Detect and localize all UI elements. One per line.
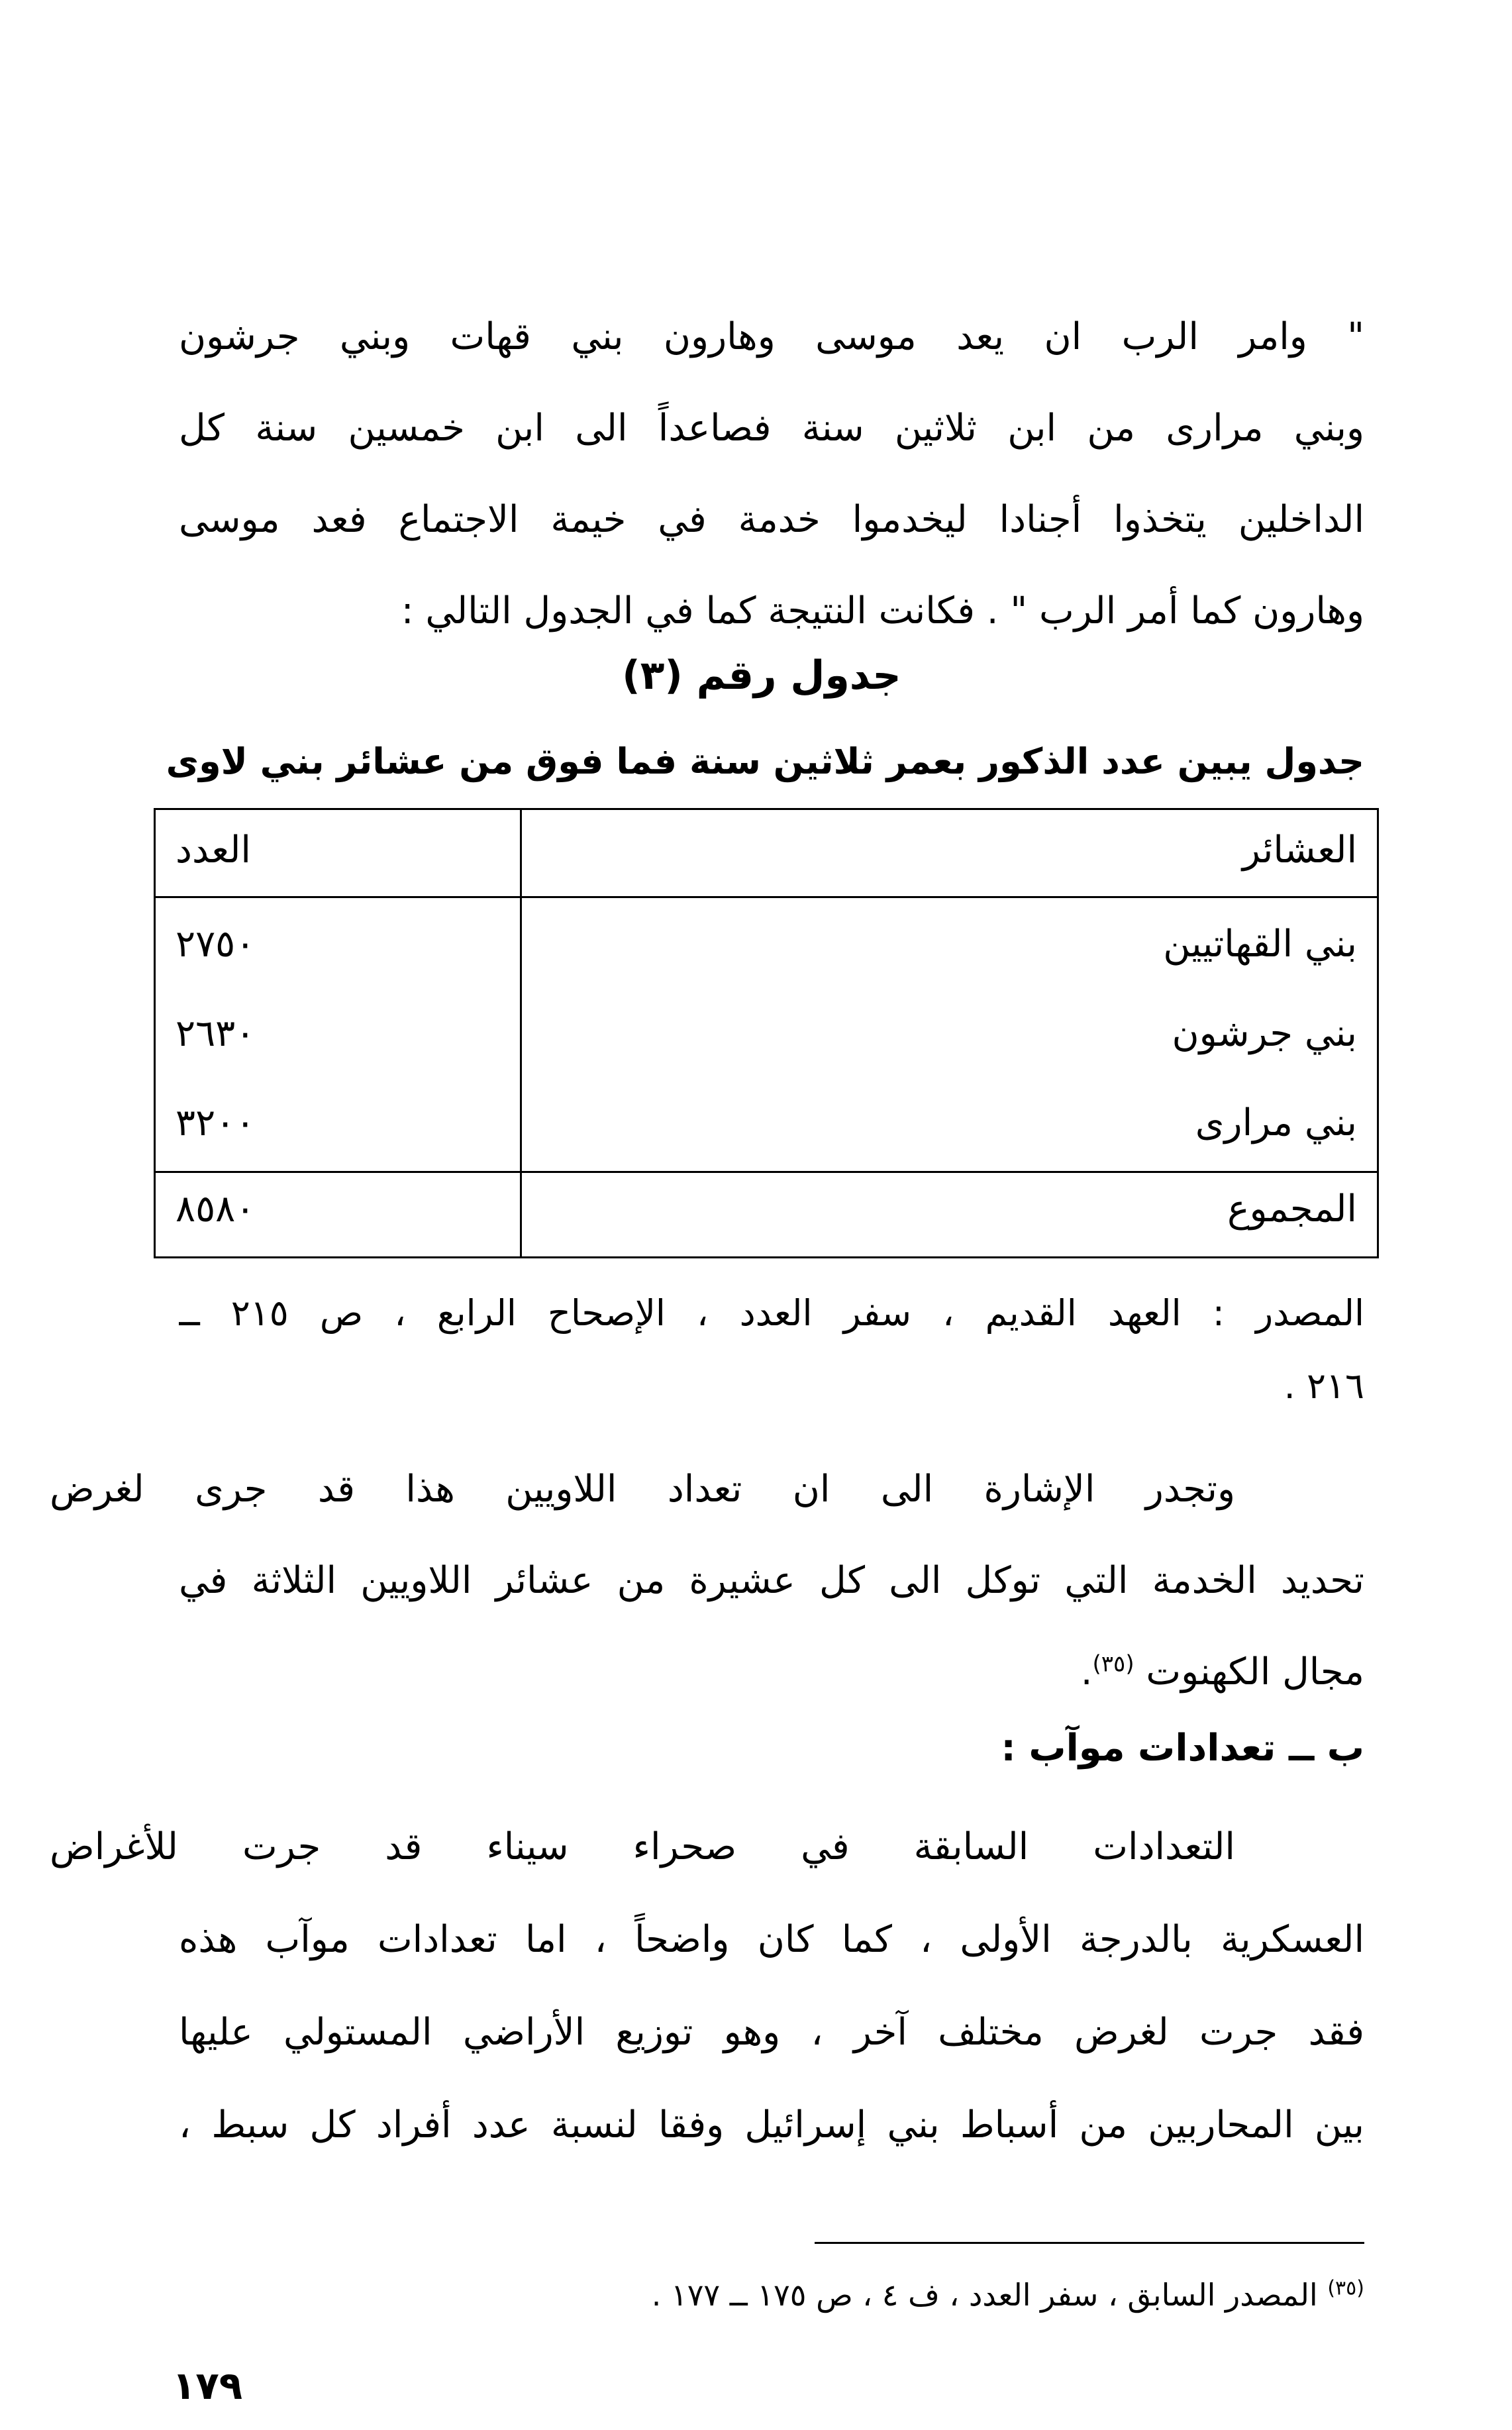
total-divider [156, 1171, 1377, 1173]
footnote-number: (٣٥) [1327, 2276, 1364, 2300]
text-line: العسكرية بالدرجة الأولى ، كما كان واضحاً ، اما تعدادات موآب هذه [179, 1918, 1364, 1961]
header-divider [156, 896, 1377, 898]
table-row-clan: بني جرشون [1172, 1012, 1357, 1055]
text-line [179, 1627, 1364, 1718]
table-number-label: جدول رقم (٣) [622, 652, 901, 699]
text-line: وبني مرارى من ابن ثلاثين سنة فصاعداً الى ابن خمسين سنة كل [179, 407, 1364, 450]
text-line: بين المحاربين من أسباط بني إسرائيل وفقا لنسبة عدد أفراد كل سبط ، [179, 2103, 1364, 2147]
footnote-text: المصدر السابق ، سفر العدد ، ف ٤ ، ص ١٧٥ ــ ١٧٧ . [651, 2277, 1318, 2313]
text-fragment: مجال الكهنوت [1146, 1650, 1364, 1694]
text-line: " وامر الرب ان يعد موسى وهارون بني قهات وبني جرشون [179, 315, 1364, 358]
table-row-count: ٢٦٣٠ [176, 1012, 256, 1055]
table-row-count: ٣٢٠٠ [176, 1101, 256, 1144]
paragraph-2 [50, 1444, 1364, 1722]
paragraph-3 [50, 1801, 1364, 2172]
source-line: المصدر : العهد القديم ، سفر العدد ، الإصحاح الرابع ، ص ٢١٥ ــ [179, 1292, 1364, 1334]
footnote-reference[interactable]: (٣٥) [1092, 1650, 1134, 1678]
page-number: ١٧٩ [172, 2363, 243, 2408]
total-count: ٨٥٨٠ [176, 1188, 256, 1231]
clans-table [154, 808, 1379, 1258]
text-line: الداخلين يتخذوا أجنادا ليخدموا خدمة في خيمة الاجتماع فعد موسى [179, 498, 1364, 541]
section-heading: ب ــ تعدادات موآب : [1001, 1727, 1364, 1770]
footnote-separator [815, 2242, 1364, 2244]
text-line: التعدادات السابقة في صحراء سيناء قد جرت للأغراض [50, 1825, 1235, 1868]
total-label: المجموع [1227, 1188, 1357, 1231]
text-line: فقد جرت لغرض مختلف آخر ، وهو توزيع الأراضي المستولي عليها [179, 2011, 1364, 2054]
end-mark: . [1080, 1650, 1093, 1694]
text-line: وتجدر الإشارة الى ان تعداد اللاويين هذا قد جرى لغرض [50, 1468, 1235, 1511]
text-line: تحديد الخدمة التي توكل الى كل عشيرة من عشائر اللاويين الثلاثة في [179, 1559, 1364, 1602]
text-line: وهارون كما أمر الرب " . فكانت النتيجة كما في الجدول التالي : [401, 589, 1364, 633]
header-count: العدد [176, 829, 251, 872]
table-row-clan: بني القهاتيين [1163, 923, 1357, 966]
table-row-clan: بني مرارى [1195, 1101, 1357, 1144]
header-clans: العشائر [1242, 829, 1357, 872]
table-row-count: ٢٧٥٠ [176, 923, 256, 966]
column-divider [520, 810, 522, 1256]
footnote [397, 2265, 1364, 2325]
table-caption: جدول يبين عدد الذكور بعمر ثلاثين سنة فما فوق من عشائر بني لاوى [166, 740, 1364, 782]
paragraph-1 [179, 291, 1364, 662]
source-line: ٢١٦ . [1284, 1365, 1364, 1407]
